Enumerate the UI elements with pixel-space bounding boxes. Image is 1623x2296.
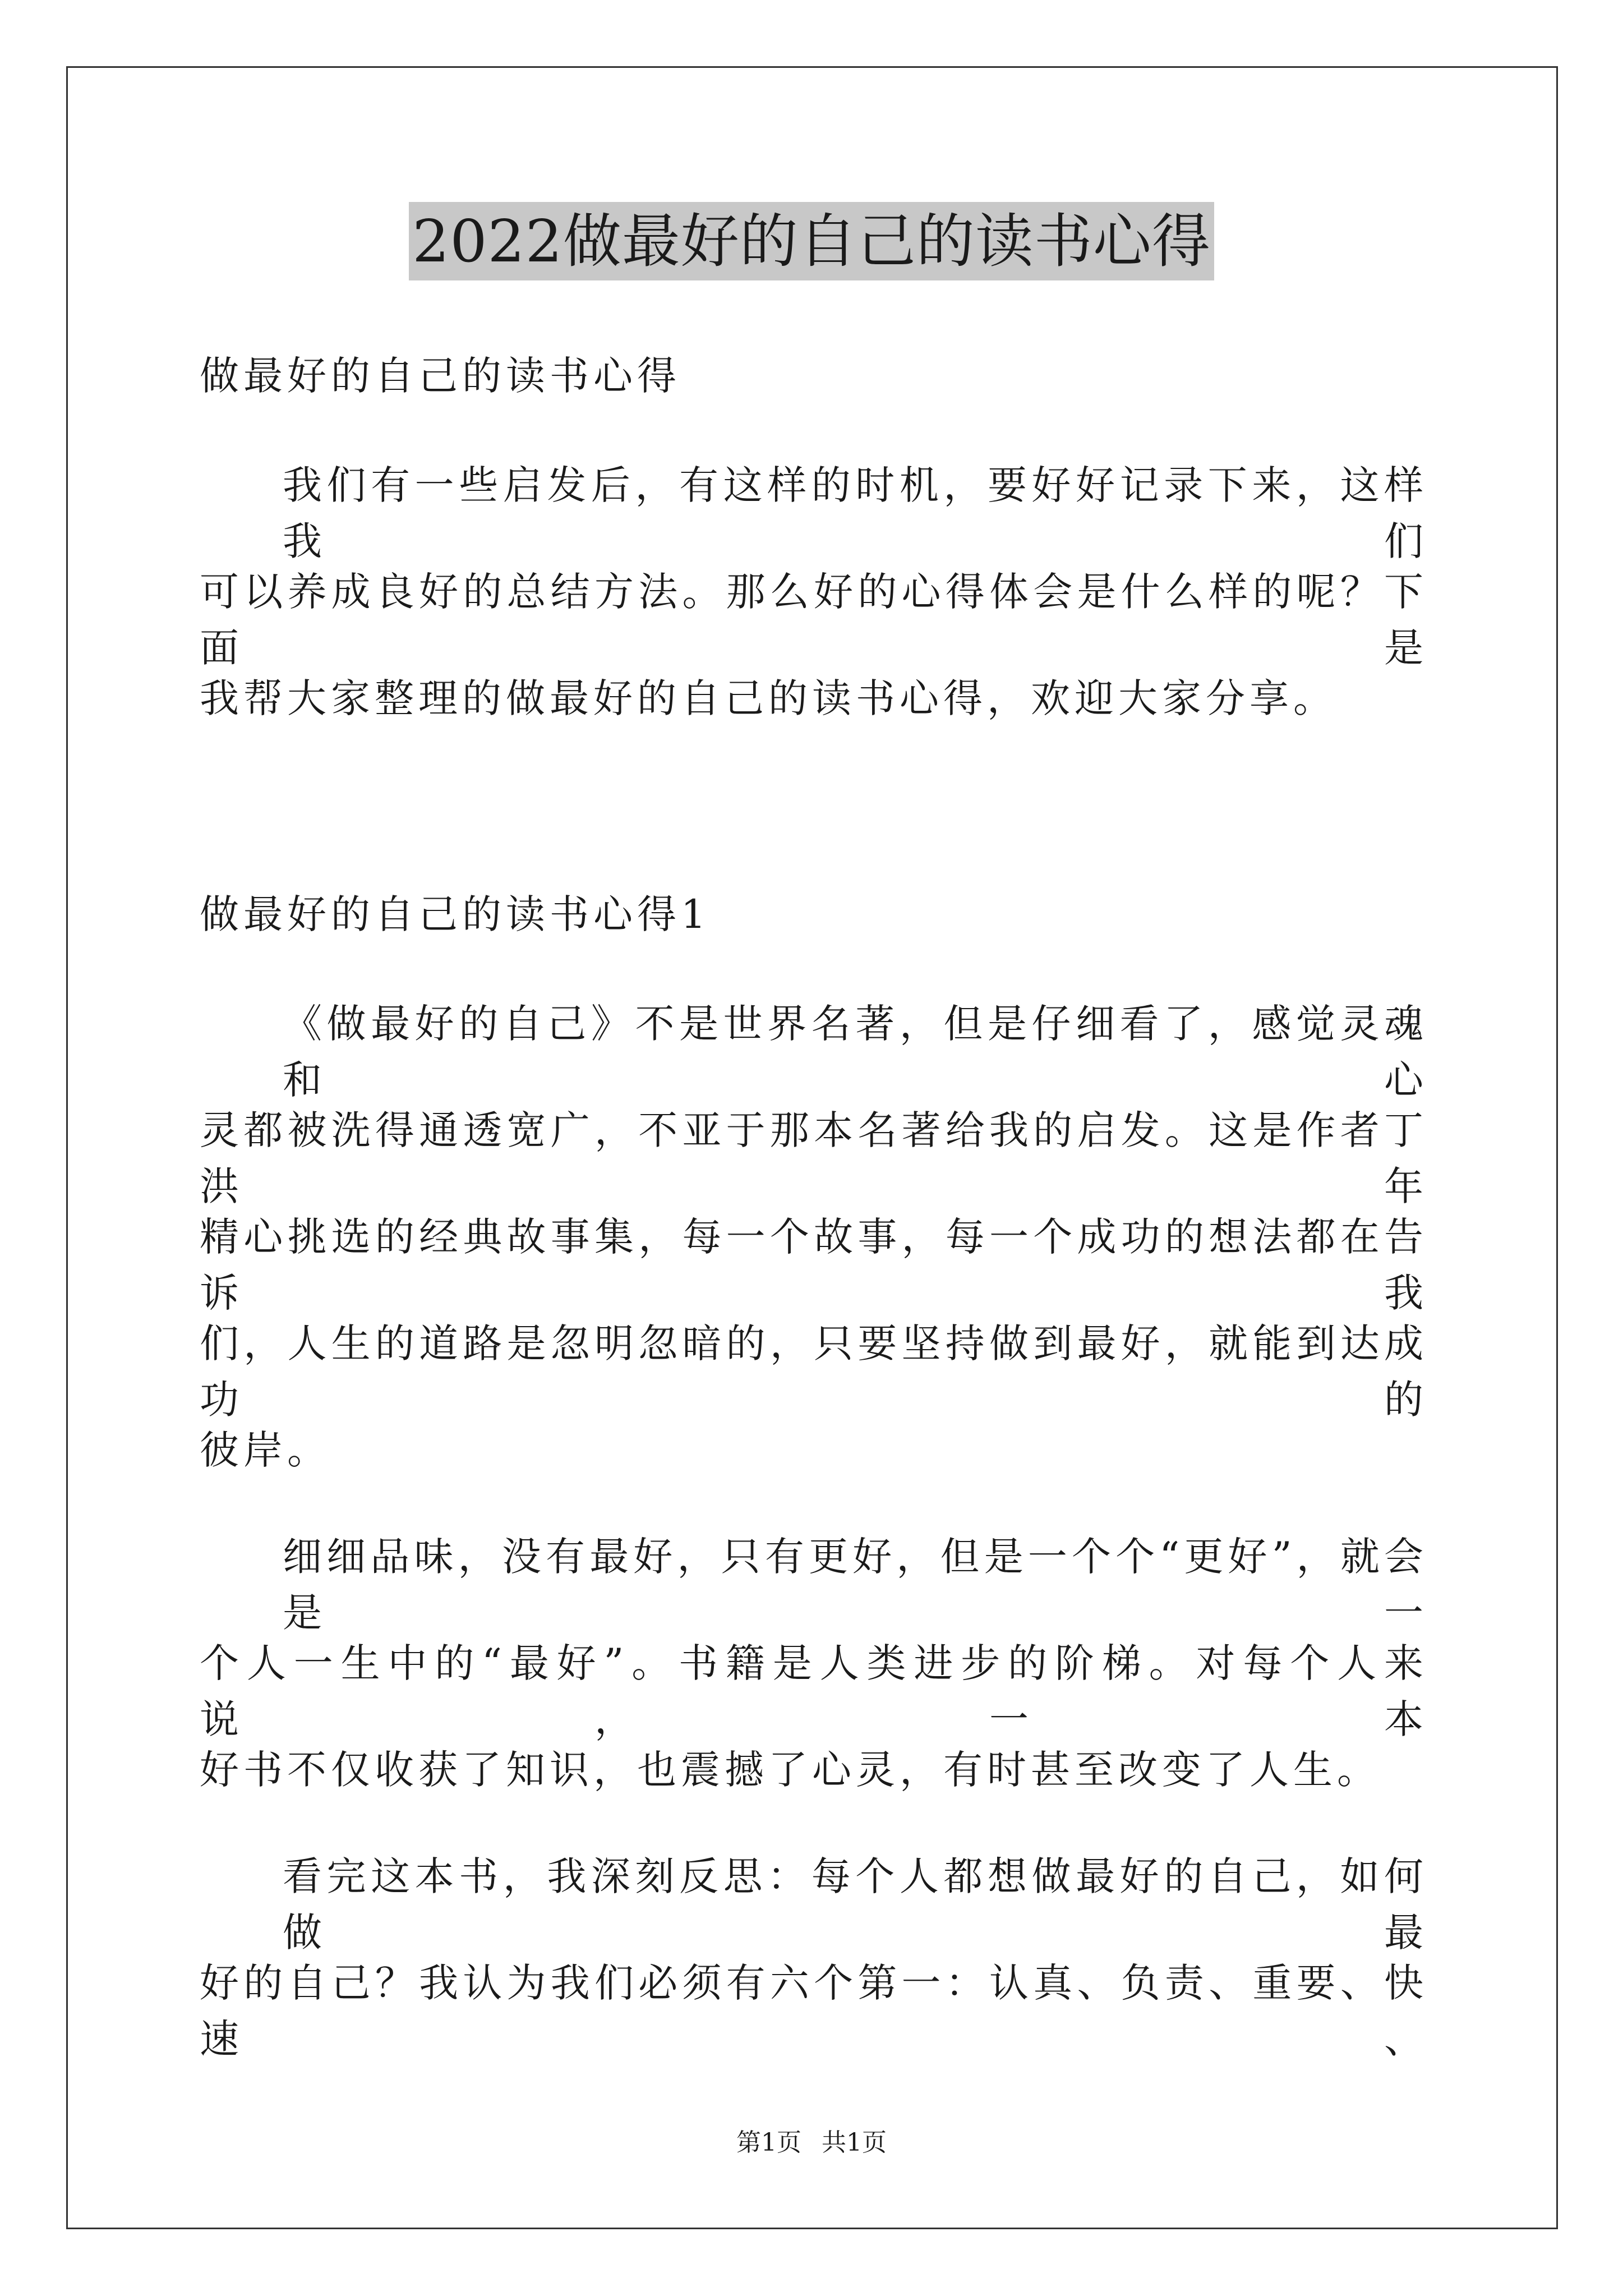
paragraph-line: 可以养成良好的总结方法。那么好的心得体会是什么样的呢？下面是 (200, 569, 1428, 671)
paragraph-line: 好书不仅收获了知识，也震撼了心灵，有时甚至改变了人生。 (200, 1747, 1381, 1793)
document-title: 2022做最好的自己的读书心得 (409, 202, 1214, 280)
paragraph-line: 《做最好的自己》不是世界名著，但是仔细看了，感觉灵魂和心 (283, 1001, 1428, 1103)
paragraph-line: 看完这本书，我深刻反思：每个人都想做最好的自己，如何做最 (283, 1853, 1428, 1955)
paragraph-line: 精心挑选的经典故事集，每一个故事，每一个成功的想法都在告诉我 (200, 1214, 1428, 1316)
paragraph-line: 我们有一些启发后，有这样的时机，要好好记录下来，这样我们 (283, 462, 1428, 564)
page-total: 共1页 (822, 2128, 887, 2157)
paragraph-line: 细细品味，没有最好，只有更好，但是一个个“更好”，就会是一 (283, 1534, 1428, 1636)
page-number: 第1页 (736, 2128, 801, 2157)
section-heading: 做最好的自己的读书心得 (200, 353, 681, 399)
title-container (0, 202, 1623, 280)
paragraph-line: 灵都被洗得通透宽广，不亚于那本名著给我的启发。这是作者丁洪年 (200, 1107, 1428, 1209)
paragraph-line: 彼岸。 (200, 1427, 331, 1473)
section-heading: 做最好的自己的读书心得1 (200, 891, 711, 937)
paragraph-line: 个人一生中的“最好”。书籍是人类进步的阶梯。对每个人来说，一本 (200, 1640, 1428, 1742)
paragraph-line: 们，人生的道路是忽明忽暗的，只要坚持做到最好，就能到达成功的 (200, 1320, 1428, 1423)
paragraph-line: 我帮大家整理的做最好的自己的读书心得，欢迎大家分享。 (200, 675, 1337, 721)
paragraph-line: 好的自己？我认为我们必须有六个第一：认真、负责、重要、快速、 (200, 1960, 1428, 2062)
page-footer (0, 2126, 1623, 2160)
